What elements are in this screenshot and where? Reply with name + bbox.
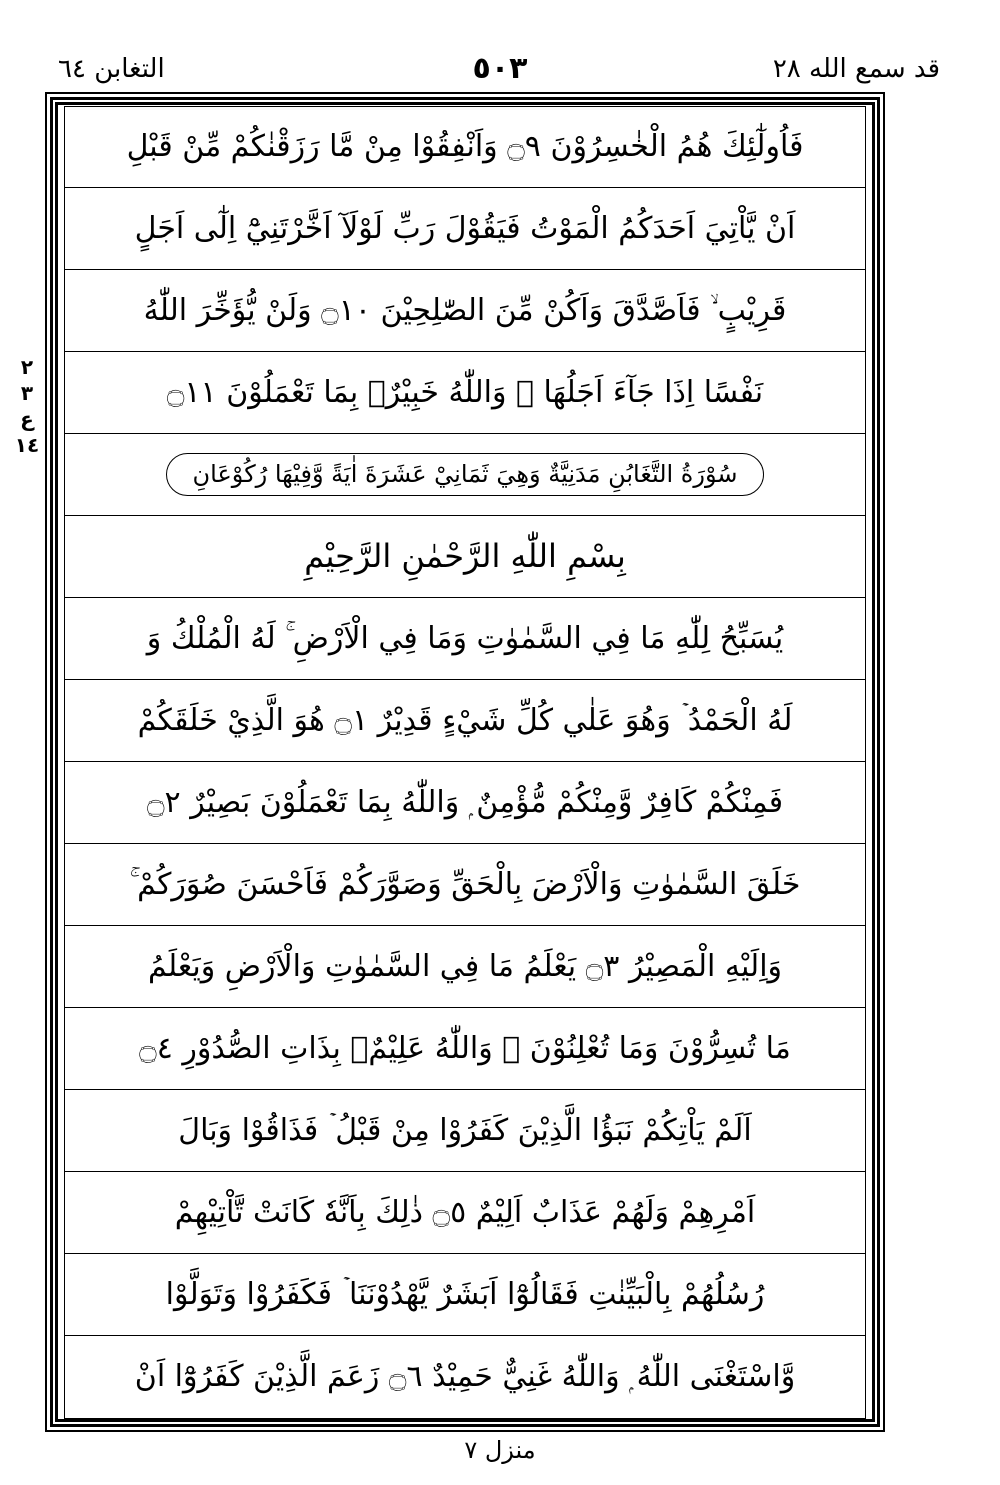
ruku-marker-number: ١٤ — [14, 433, 40, 457]
verse-line-text: خَلَقَ السَّمٰوٰتِ وَالْاَرْضَ بِالْحَقِّ وَصَوَّرَكُمْ فَاَحْسَنَ صُوَرَكُمْ ۚ — [129, 866, 801, 902]
verse-line-text: فَمِنْكُمْ كَافِرٌ وَّمِنْكُمْ مُّؤْمِنٌ ۭ وَاللّٰهُ بِمَا تَعْمَلُوْنَ بَصِيْرٌ ۝٢ — [146, 784, 784, 820]
verse-line-text: قَرِيْبٍ ۙ فَاَصَّدَّقَ وَاَكُنْ مِّنَ الصّٰلِحِيْنَ ۝١٠ وَلَنْ يُّؤَخِّرَ اللّٰهُ — [143, 292, 787, 328]
surah-header: التغابن ٦٤ — [58, 54, 165, 84]
verse-line-text: رُسُلُهُمْ بِالْبَيِّنٰتِ فَقَالُوْٓا اَبَشَرٌ يَّهْدُوْنَنَا ۡ فَكَفَرُوْا وَتَوَلَّوْا — [165, 1276, 765, 1312]
verse-line — [64, 270, 866, 352]
surah-title-banner — [64, 434, 866, 516]
surah-title-text: سُوْرَةُ التَّغَابُنِ مَدَنِيَّةٌ وَهِيَ ثَمَانِيْ عَشَرَةَ اٰيَةً وَّفِيْهَا رُكُوْعَانِ — [166, 453, 765, 497]
ruku-marker-digit: ٢ — [20, 355, 34, 379]
bismillah-line — [64, 516, 866, 598]
verse-line-text: يُسَبِّحُ لِلّٰهِ مَا فِي السَّمٰوٰتِ وَمَا فِي الْاَرْضِ ۚ لَهُ الْمُلْكُ وَ — [146, 620, 784, 656]
verse-line-text: اَمْرِهِمْ وَلَهُمْ عَذَابٌ اَلِيْمٌ ۝٥ ذٰلِكَ بِاَنَّهٗ كَانَتْ تَّاْتِيْهِمْ — [174, 1194, 756, 1230]
manzil-footer: منزل ٧ — [464, 1436, 536, 1464]
verse-line — [64, 1008, 866, 1090]
ruku-marker-letter: ع — [20, 407, 34, 431]
verse-line — [64, 1336, 866, 1417]
verse-line — [64, 680, 866, 762]
juz-header: قد سمع الله ٢٨ — [772, 54, 940, 84]
verse-line — [64, 1172, 866, 1254]
verse-line-text: نَفْسًا اِذَا جَآءَ اَجَلُهَا ۭ وَاللّٰهُ خَبِيْرٌۢ بِمَا تَعْمَلُوْنَ ۝١١ — [166, 374, 764, 410]
verse-line-text: وَاِلَيْهِ الْمَصِيْرُ ۝٣ يَعْلَمُ مَا فِي السَّمٰوٰتِ وَالْاَرْضِ وَيَعْلَمُ — [147, 948, 783, 984]
verse-line — [64, 844, 866, 926]
verse-line — [64, 926, 866, 1008]
text-block — [64, 106, 866, 1419]
page-number: ٥٠٣ — [472, 51, 528, 86]
verse-line — [64, 352, 866, 434]
verse-line — [64, 762, 866, 844]
verse-line-text: وَّاسْتَغْنَى اللّٰهُ ۭ وَاللّٰهُ غَنِيٌّ حَمِيْدٌ ۝٦ زَعَمَ الَّذِيْنَ كَفَرُوْٓا اَنْ — [134, 1358, 796, 1394]
ruku-marker-digit: ٣ — [20, 381, 34, 405]
verse-line-text: لَهُ الْحَمْدُ ۡ وَهُوَ عَلٰي كُلِّ شَيْءٍ قَدِيْرٌ ۝١ هُوَ الَّذِيْ خَلَقَكُمْ — [137, 702, 793, 738]
bismillah-text: بِسْمِ اللّٰهِ الرَّحْمٰنِ الرَّحِيْمِ — [304, 537, 626, 576]
verse-line-text: اَلَمْ يَاْتِكُمْ نَبَؤُا الَّذِيْنَ كَفَرُوْا مِنْ قَبْلُ ۡ فَذَاقُوْا وَبَالَ — [178, 1112, 752, 1148]
verse-line — [64, 1090, 866, 1172]
verse-line — [64, 106, 866, 188]
verse-line-text: اَنْ يَّاْتِيَ اَحَدَكُمُ الْمَوْتُ فَيَقُوْلَ رَبِّ لَوْلَآ اَخَّرْتَنِيْٓ اِلٰٓى اَجَلٍ — [134, 210, 796, 246]
verse-line-text: مَا تُسِرُّوْنَ وَمَا تُعْلِنُوْنَ ۭ وَاللّٰهُ عَلِيْمٌۢ بِذَاتِ الصُّدُوْرِ ۝٤ — [139, 1030, 791, 1066]
verse-line-text: فَاُولٰٓئِكَ هُمُ الْخٰسِرُوْنَ ۝٩ وَاَنْفِقُوْا مِنْ مَّا رَزَقْنٰكُمْ مِّنْ قَبْلِ — [126, 128, 804, 164]
ruku-margin-marker — [14, 354, 40, 458]
verse-line — [64, 188, 866, 270]
verse-line — [64, 598, 866, 680]
verse-line — [64, 1254, 866, 1336]
